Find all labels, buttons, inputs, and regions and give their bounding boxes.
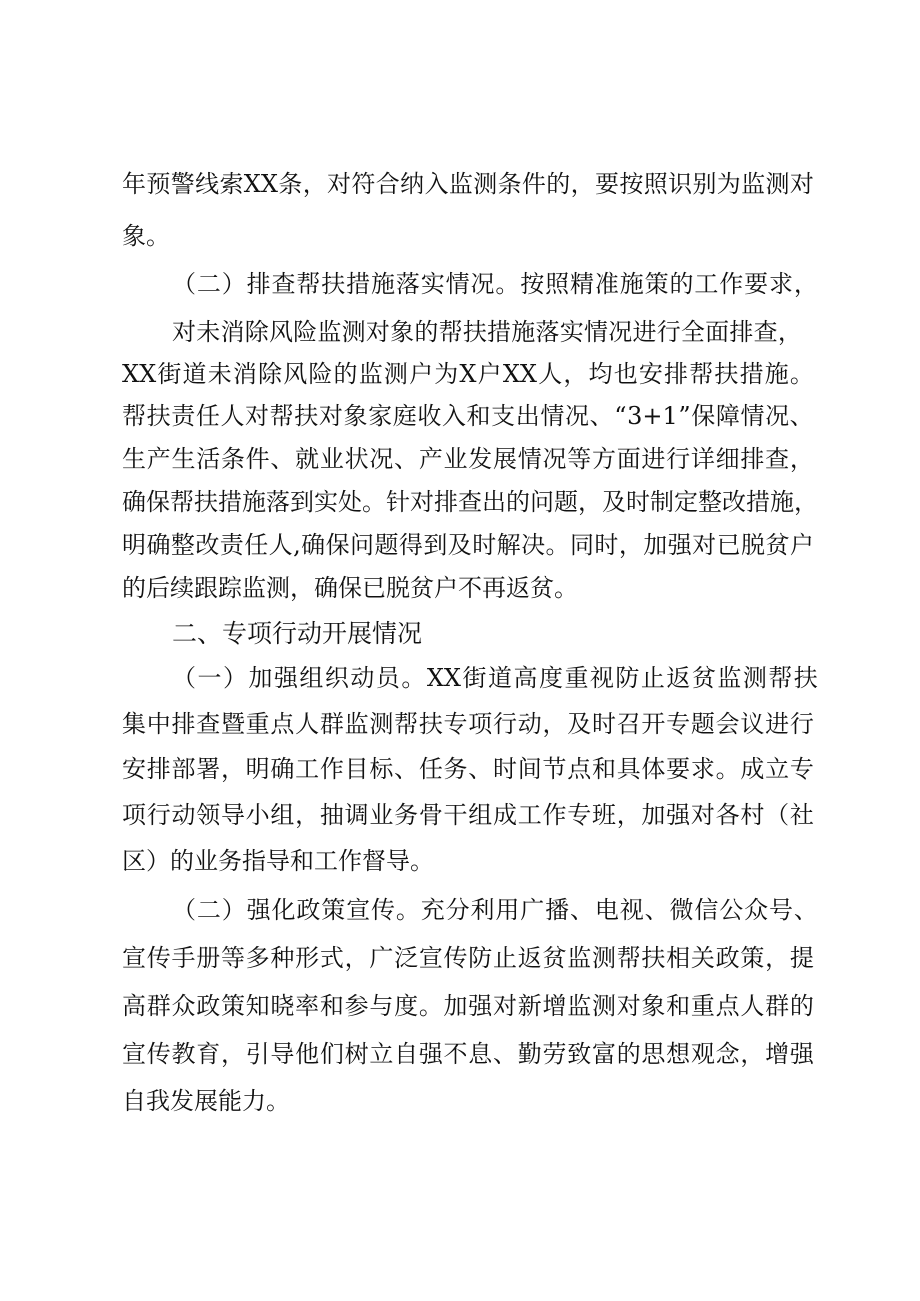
- paragraph-2-line-2: 对 未 消 除 风 险 监 测 对 象 的 帮 扶 措 施 落 实 情 况 进 行 全 面 排 查 ，: [172, 318, 802, 346]
- paragraph-4-line-5: 自我发展能力。: [122, 1087, 290, 1115]
- section-heading: 二、专项行动开展情况: [172, 619, 423, 648]
- paragraph-2-line-3: XX 街 道 未 消 除 风 险 的 监 测 户 为 X 户 XX 人 ， 均 也 安 排 帮 扶 措 施 。: [122, 360, 814, 388]
- paragraph-4-line-2: 宣 传 手 册 等 多 种 形 式 ， 广 泛 宣 传 防 止 返 贫 监 测 帮 扶 相 关 政 策 ， 提: [122, 944, 814, 972]
- paragraph-3-line-2: 集 中 排 查 暨 重 点 人 群 监 测 帮 扶 专 项 行 动 ， 及 时 召 开 专 题 会 议 进 行: [122, 710, 814, 738]
- paragraph-4-line-4: 宣 传 教 育 ， 引 导 他 们 树 立 自 强 不 息 、 勤 劳 致 富 的 思 想 观 念 ， 增 强: [122, 1040, 814, 1068]
- paragraph-4-line-1: （ 二 ） 强 化 政 策 宣 传 。 充 分 利 用 广 播 、 电 视 、 微 信 公 众 号 、: [172, 896, 818, 924]
- paragraph-2-line-5: 生 产 生 活 条 件 、 就 业 状 况 、 产 业 发 展 情 况 等 方 面 进 行 详 细 排 查 ，: [122, 445, 814, 473]
- paragraph-2-line-6: 确 保 帮 扶 措 施 落 到 实 处 。 针 对 排 查 出 的 问 题 ， 及 时 制 定 整 改 措 施 ，: [122, 488, 818, 516]
- paragraph-3-line-3: 安 排 部 署 ， 明 确 工 作 目 标 、 任 务 、 时 间 节 点 和 具 体 要 求 。 成 立 专: [122, 755, 814, 783]
- paragraph-2-line-8: 的后续跟踪监测，确保已脱贫户不再返贫。: [122, 574, 578, 602]
- paragraph-4-line-3: 高 群 众 政 策 知 晓 率 和 参 与 度 。 加 强 对 新 增 监 测 对 象 和 重 点 人 群 的: [122, 992, 814, 1020]
- paragraph-3-line-4: 项 行 动 领 导 小 组 ， 抽 调 业 务 骨 干 组 成 工 作 专 班 ， 加 强 对 各 村 （ 社: [122, 801, 814, 829]
- paragraph-2-line-4: 帮 扶 责 任 人 对 帮 扶 对 象 家 庭 收 入 和 支 出 情 况 、 “ 3+1 ” 保 障 情 况 、: [122, 402, 814, 430]
- paragraph-3-line-1: （ 一 ） 加 强 组 织 动 员 。 XX 街 道 高 度 重 视 防 止 返 贫 监 测 帮 扶: [172, 664, 818, 692]
- paragraph-2-line-1: （ 二 ） 排 查 帮 扶 措 施 落 实 情 况 。 按 照 精 准 施 策 的 工 作 要 求 ，: [172, 270, 818, 298]
- paragraph-3-line-5: 区）的业务指导和工作督导。: [122, 847, 434, 875]
- paragraph-1-line-1: 年 预 警 线 索 XX 条 ， 对 符 合 纳 入 监 测 条 件 的 ， 要 按 照 识 别 为 监 测 对: [122, 170, 814, 198]
- paragraph-1-line-2: 象。: [122, 222, 170, 250]
- paragraph-2-line-7: 明 确 整 改 责 任 人 , 确 保 问 题 得 到 及 时 解 决 。 同 时 ， 加 强 对 已 脱 贫 户: [122, 531, 814, 559]
